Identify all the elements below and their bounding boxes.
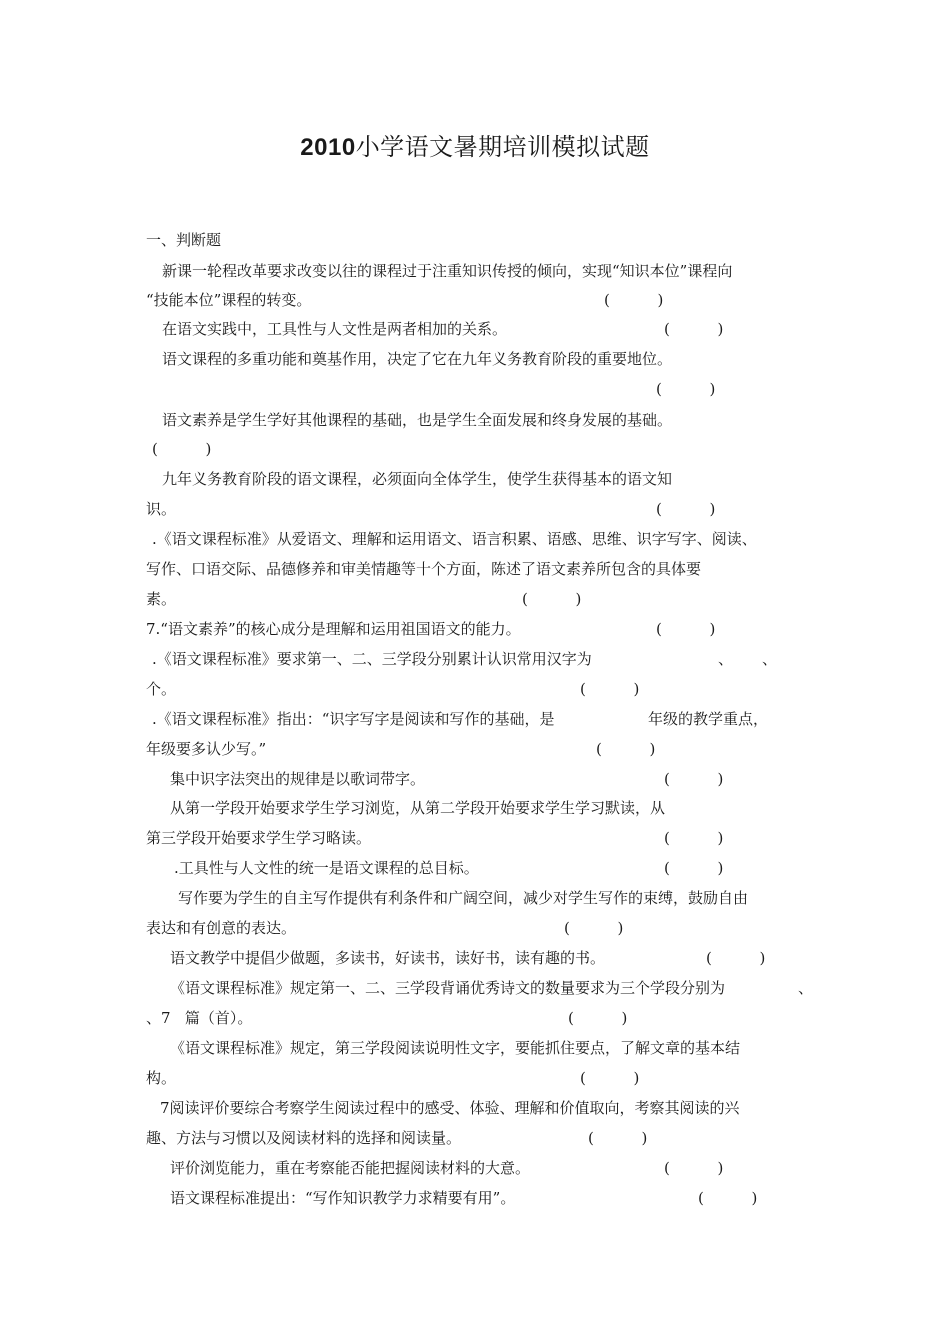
answer-blank-18[interactable]: ( ) bbox=[664, 1159, 724, 1177]
question-17-line-2: 趣、方法与习惯以及阅读材料的选择和阅读量。 bbox=[146, 1129, 462, 1147]
question-17-line-1: 7阅读评价要综合考察学生阅读过程中的感受、体验、理解和价值取向，考察其阅读的兴 bbox=[160, 1099, 740, 1117]
question-6-line-1: .《语文课程标准》从爱语文、理解和运用语文、语言积累、语感、思维、识字写字、阅读、 bbox=[152, 530, 757, 548]
answer-blank-1[interactable]: ( ) bbox=[604, 291, 664, 309]
question-8-line-1: .《语文课程标准》要求第一、二、三学段分别累计认识常用汉字为 bbox=[152, 650, 592, 668]
question-12-line-1: .工具性与人文性的统一是语文课程的总目标。 bbox=[174, 859, 479, 877]
question-8-line-2: 个。 bbox=[146, 680, 177, 698]
question-16-line-2: 构。 bbox=[146, 1069, 177, 1087]
question-11-line-1: 从第一学段开始要求学生学习浏览，从第二学段开始要求学生学习默读，从 bbox=[170, 799, 666, 817]
question-15-line-1: 《语文课程标准》规定第一、二、三学段背诵优秀诗文的数量要求为三个学段分别为 bbox=[170, 979, 726, 997]
answer-blank-13[interactable]: ( ) bbox=[564, 919, 624, 937]
question-11-line-2: 第三学段开始要求学生学习略读。 bbox=[146, 829, 372, 847]
question-5-line-1: 九年义务教育阶段的语文课程，必须面向全体学生，使学生获得基本的语文知 bbox=[162, 470, 673, 488]
answer-blank-8[interactable]: ( ) bbox=[580, 680, 640, 698]
answer-blank-12[interactable]: ( ) bbox=[664, 859, 724, 877]
page-title bbox=[0, 130, 950, 165]
answer-blank-6[interactable]: ( ) bbox=[522, 590, 582, 608]
question-2-line-1: 在语文实践中，工具性与人文性是两者相加的关系。 bbox=[162, 320, 508, 338]
question-6-line-3: 素。 bbox=[146, 590, 177, 608]
question-10-line-1: 集中识字法突出的规律是以歌词带字。 bbox=[170, 770, 426, 788]
question-9-line-1b: 年级的教学重点， bbox=[648, 710, 769, 728]
title-text: 小学语文暑期培训模拟试题 bbox=[355, 133, 650, 161]
answer-blank-10[interactable]: ( ) bbox=[664, 770, 724, 788]
question-6-line-2: 写作、口语交际、品德修养和审美情趣等十个方面，陈述了语文素养所包含的具体要 bbox=[146, 560, 702, 578]
question-1-line-1: 新课一轮程改革要求改变以往的课程过于注重知识传授的倾向，实现“知识本位”课程向 bbox=[162, 262, 733, 280]
answer-blank-14[interactable]: ( ) bbox=[706, 949, 766, 967]
question-4-line-1: 语文素养是学生学好其他课程的基础，也是学生全面发展和终身发展的基础。 bbox=[162, 411, 673, 429]
answer-blank-9[interactable]: ( ) bbox=[596, 740, 656, 758]
question-15-line-2: 、7 篇（首）。 bbox=[146, 1009, 253, 1027]
question-14-line-1: 语文教学中提倡少做题，多读书，好读书，读好书，读有趣的书。 bbox=[170, 949, 606, 967]
question-8-separator-2: 、 bbox=[762, 650, 778, 668]
question-3-line-1: 语文课程的多重功能和奠基作用，决定了它在九年义务教育阶段的重要地位。 bbox=[162, 350, 673, 368]
answer-blank-16[interactable]: ( ) bbox=[580, 1069, 640, 1087]
title-year: 2010 bbox=[300, 134, 356, 161]
answer-blank-3[interactable]: ( ) bbox=[656, 380, 716, 398]
question-13-line-2: 表达和有创意的表达。 bbox=[146, 919, 297, 937]
question-7-line-1: 7.“语文素养”的核心成分是理解和运用祖国语文的能力。 bbox=[146, 620, 521, 638]
answer-blank-19[interactable]: ( ) bbox=[698, 1189, 758, 1207]
question-16-line-1: 《语文课程标准》规定，第三学段阅读说明性文字，要能抓住要点，了解文章的基本结 bbox=[170, 1039, 741, 1057]
question-13-line-1: 写作要为学生的自主写作提供有利条件和广阔空间，减少对学生写作的束缚，鼓励自由 bbox=[178, 889, 749, 907]
question-18-line-1: 评价浏览能力，重在考察能否能把握阅读材料的大意。 bbox=[170, 1159, 531, 1177]
answer-blank-5[interactable]: ( ) bbox=[656, 500, 716, 518]
question-1-line-2: “技能本位”课程的转变。 bbox=[146, 291, 312, 309]
answer-blank-2[interactable]: ( ) bbox=[664, 320, 724, 338]
answer-blank-15[interactable]: ( ) bbox=[568, 1009, 628, 1027]
question-8-separator-1: 、 bbox=[718, 650, 734, 668]
question-19-line-1: 语文课程标准提出：“写作知识教学力求精要有用”。 bbox=[170, 1189, 516, 1207]
question-5-line-2: 识。 bbox=[146, 500, 177, 518]
answer-blank-17[interactable]: ( ) bbox=[588, 1129, 648, 1147]
question-9-line-1a: .《语文课程标准》指出：“识字写字是阅读和写作的基础，是 bbox=[152, 710, 555, 728]
section-heading: 一、判断题 bbox=[146, 231, 222, 249]
question-9-line-2: 年级要多认少写。” bbox=[146, 740, 267, 758]
answer-blank-11[interactable]: ( ) bbox=[664, 829, 724, 847]
answer-blank-7[interactable]: ( ) bbox=[656, 620, 716, 638]
question-15-separator-1: 、 bbox=[798, 979, 814, 997]
answer-blank-4[interactable]: ( ) bbox=[152, 440, 212, 458]
